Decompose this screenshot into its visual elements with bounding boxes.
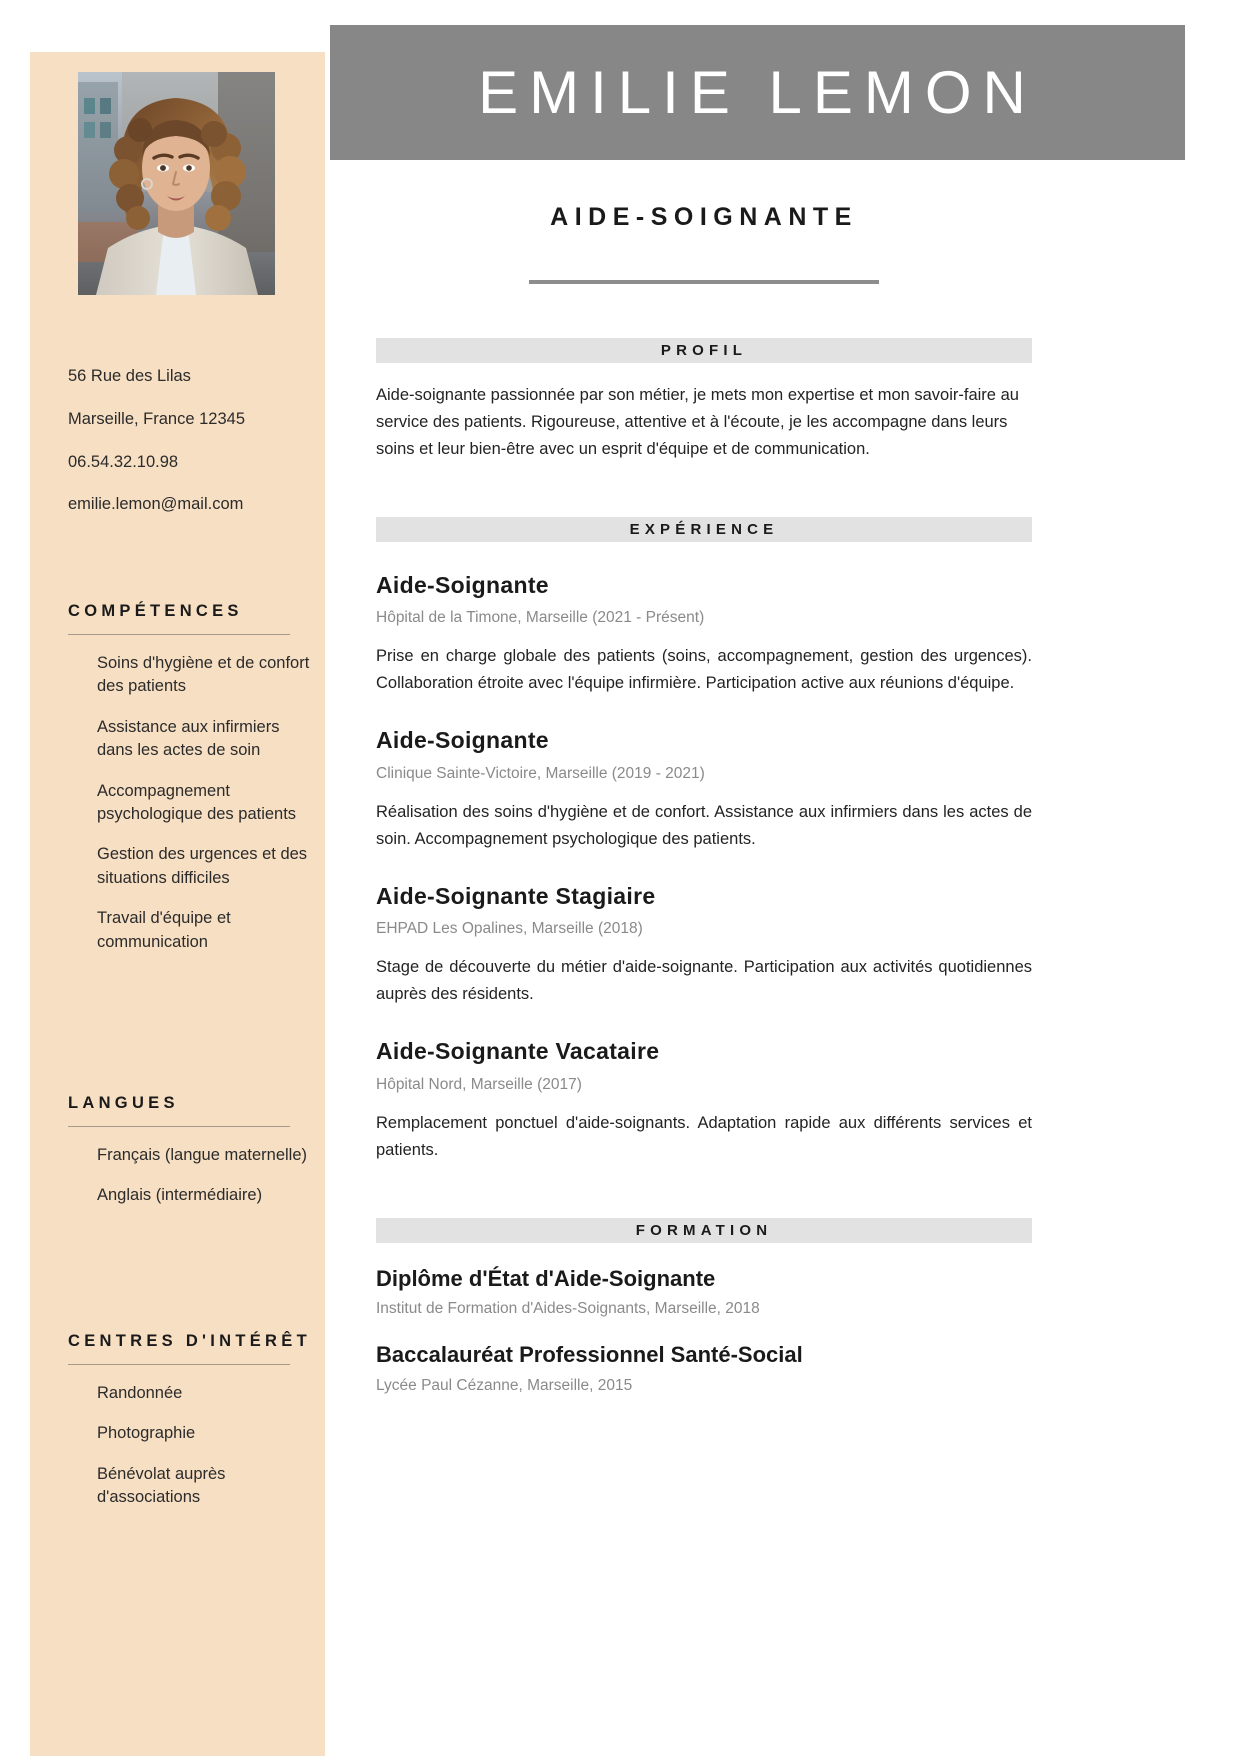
experience-description: Stage de découverte du métier d'aide-soignante. Participation aux activités quotidiennes auprès des résidents. [376,958,1032,1004]
job-title: AIDE-SOIGNANTE [550,203,858,231]
portrait-photo [78,72,275,295]
experience-entry [376,572,1032,698]
education-degree: Baccalauréat Professionnel Santé-Social [376,1342,803,1368]
header-band [330,25,1185,160]
contact-block [68,367,318,538]
main-column [376,190,1032,1396]
contact-address-street: 56 Rue des Lilas [68,367,191,385]
skill-item: Assistance aux infirmiers dans les actes de soin [97,717,280,760]
candidate-name: EMILIE LEMON [478,59,1037,126]
profile-text: Aide-soignante passionnée par son métier, je mets mon expertise et mon savoir-faire au service des patients. Rigoureuse, attentive et à l'écoute, je les accompagne dans leurs soins et leur bien-être avec un esprit d'équipe et de communication. [376,386,1019,458]
contact-email: emilie.lemon@mail.com [68,495,244,514]
contact-address-city: Marseille, France 12345 [68,409,246,428]
education-meta: Institut de Formation d'Aides-Soignants, Marseille, 2018 [376,1300,760,1318]
education-meta: Lycée Paul Cézanne, Marseille, 2015 [376,1376,633,1394]
experience-role: Aide-Soignante Vacataire [376,1038,660,1065]
education-section-bar [376,1218,1032,1243]
skill-item: Gestion des urgences et des situations difficiles [97,845,308,887]
experience-description: Réalisation des soins d'hygiène et de confort. Assistance aux infirmiers dans les actes de soin. Accompagnement psychologique des patients. [376,802,1032,848]
experience-meta: Clinique Sainte-Victoire, Marseille (2019 - 2021) [376,764,705,782]
languages-divider [68,1126,290,1127]
interests-divider [68,1364,290,1365]
sidebar [30,52,325,1756]
languages-title: LANGUES [68,1094,179,1112]
skill-item: Accompagnement psychologique des patients [97,781,297,824]
experience-meta: Hôpital de la Timone, Marseille (2021 - Présent) [376,609,705,627]
interest-item: Randonnée [97,1383,183,1402]
skills-divider [68,634,290,635]
education-bar-label: FORMATION [635,1221,773,1239]
experience-entry [376,1038,1032,1164]
education-entry [376,1341,1032,1396]
skills-section [68,600,318,971]
profile-section-bar [376,338,1032,363]
education-entry [376,1265,1032,1320]
interest-item: Bénévolat auprès d'associations [97,1464,226,1507]
experience-entry [376,727,1032,853]
title-divider [529,280,879,284]
education-degree: Diplôme d'État d'Aide-Soignante [376,1265,716,1291]
portrait-illustration [78,72,275,295]
skill-item: Travail d'équipe et communication [97,909,231,951]
experience-description: Remplacement ponctuel d'aide-soignants. Adaptation rapide aux différents services et patients. [376,1113,1032,1159]
experience-role: Aide-Soignante [376,727,549,754]
interests-title: CENTRES D'INTÉRÊT [68,1332,311,1350]
experience-description: Prise en charge globale des patients (soins, accompagnement, gestion des urgences). Collaboration étroite avec l'équipe infirmière. Participation active aux réunions d'équipe. [376,647,1032,693]
interest-item: Photographie [97,1424,196,1443]
languages-section [68,1092,318,1225]
experience-role: Aide-Soignante [376,571,549,598]
experience-bar-label: EXPÉRIENCE [629,520,779,538]
skill-item: Soins d'hygiène et de confort des patients [97,653,310,696]
experience-role: Aide-Soignante Stagiaire [376,882,656,909]
experience-section-bar [376,517,1032,542]
experience-meta: EHPAD Les Opalines, Marseille (2018) [376,920,643,938]
experience-meta: Hôpital Nord, Marseille (2017) [376,1075,582,1093]
skills-title: COMPÉTENCES [68,602,243,620]
contact-phone: 06.54.32.10.98 [68,452,179,471]
language-item: Anglais (intermédiaire) [97,1186,263,1205]
profile-bar-label: PROFIL [660,342,748,359]
interests-section [68,1330,318,1527]
language-item: Français (langue maternelle) [97,1145,308,1164]
experience-entry [376,883,1032,1009]
